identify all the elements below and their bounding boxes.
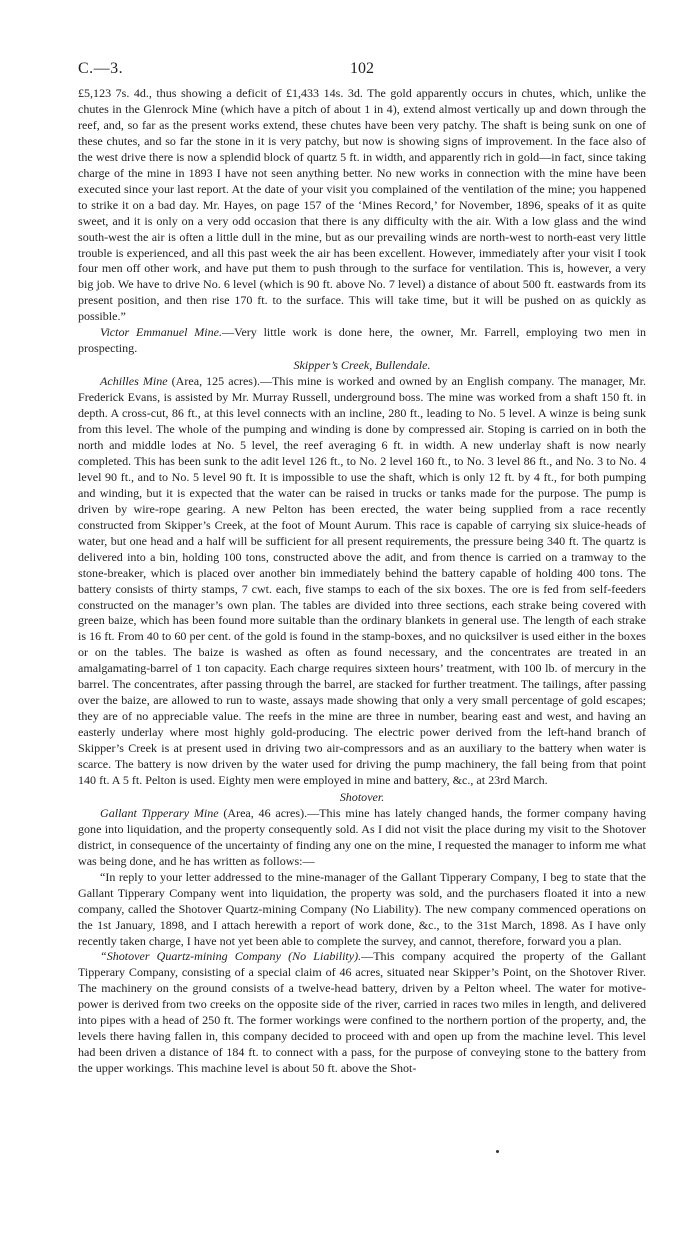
paragraph-text: £5,123 7s. 4d., thus showing a deficit of £1,433 14s. 3d. The gold apparently occurs in chutes, which, unlike the chutes in the Glenrock Mine (which have a pitch of about 1 in 4), extend almost vertically up and down through the reef, and, so far as the present works extend, these chutes have been very patchy. The shaft is being sunk on one of these chutes, and so far the stone in it is very patchy, but now is showing signs of improvement. In the face also of the west drive there is now a splendid block of quartz 5 ft. in width, and apparently rich in gold—in fact, since taking charge of the mine in 1893 I have not seen anything better. No new works in connection with the mine have been executed since your last report. At the date of your visit you complained of the ventilation of the mine; you happened to strike it on a bad day. Mr. Hayes, on page 157 of the ‘Mines Record,’ for November, 1896, speaks of it as quite sweet, and it is only on a very odd occasion that there is any difficulty with the air. With a low glass and the wind south-west the air is often a little dull in the mine, but as our prevailing winds are north-west to north-east very little trouble is experienced, and all this past week the air has been excellent. However, immediately after your visit I took four men off other work, and have put them to push through to the surface for ventilation. This is, however, a very big job. We have to drive No. 6 level (which is 90 ft. above No. 7 level) a distance of about 500 ft. eastwards from its present position, and then rise 170 ft. to the surface. This will take time, but it will be pushed on as quickly as possible.” [78, 86, 646, 324]
mine-name: Gallant Tipperary Mine [100, 805, 219, 820]
paragraph [78, 325, 646, 357]
paragraph-text: “In reply to your letter addressed to the mine-manager of the Gallant Tipperary Company, I beg to state that the Gallant Tipperary Company went into liquidation, the property was sold, and the purchasers floated it into a new company, called the Shotover Quartz-mining Company (No Liability). The new company commenced operations on the 1st January, 1898, and I attach herewith a report of work done, &c., to the 31st March, 1898. As I have only recently taken charge, I have not yet been able to complete the survey, and cannot, therefore, forward you a plan. [78, 869, 646, 948]
mine-name: Achilles Mine [100, 374, 168, 389]
paragraph [78, 86, 646, 325]
ink-speck [496, 1150, 499, 1153]
page-header [78, 60, 646, 80]
document-reference: C.—3. [78, 60, 124, 77]
section-heading: Skipper’s Creek, Bullendale. [293, 358, 431, 373]
paragraph [78, 806, 646, 870]
paragraph-text: —This company acquired the property of the Gallant Tipperary Company, consisting of a special claim of 46 acres, situated near Skipper’s Point, on the Shotover River. The machinery on the ground consists of a twelve-head battery, driven by a Pelton wheel. The water for motive-power is derived from two creeks on the opposite side of the river, carried in races two miles in length, and delivered into pipes with a head of 250 ft. The former workings were confined to the northern portion of the property, and, the levels there having fallen in, this company decided to proceed with and open up from the machine level. This level had been driven a distance of 184 ft. to connect with a pass, for the purpose of conveying stone to the battery from the upper workings. This machine level is about 50 ft. above the Shot- [78, 949, 646, 1076]
paragraph [78, 949, 646, 1077]
report-body [78, 86, 646, 1077]
mine-name: “Shotover Quartz-mining Company (No Liability). [100, 949, 362, 964]
paragraph-text: (Area, 125 acres).—This mine is worked and owned by an English company. The manager, Mr. Frederick Evans, is assisted by Mr. Murray Russell, underground boss. The mine was worked from a shaft 150 ft. in depth. A cross-cut, 86 ft., at this level connects with an incline, 280 ft., leading to No. 5 level. A winze is being sunk from this level. The whole of the pumping and winding is done by compressed air. Stoping is carried on in both the north and middle lodes at No. 5 level, the reef averaging 6 ft. in width. A new underlay shaft is now nearly completed. This has been sunk to the adit level 126 ft., to No. 2 level 160 ft., to No. 3 level 86 ft., and No. 3 to No. 4 level 90 ft., and to No. 5 level 90 ft. It is impossible to use the shaft, which is only 12 ft. by 4 ft., for both pumping and winding, but it is expected that the water can be raised in trucks or tanks made for the purpose. The pump is driven by wire-rope gearing. A new Pelton has been erected, the water being supplied from a race recently constructed from Skipper’s Creek, at the foot of Mount Aurum. This race is capable of carrying six sluice-heads of water, but one head and a half will be sufficient for all present requirements, the pressure being 340 ft. The quartz is delivered into a bin, holding 100 tons, constructed above the adit, and from thence is carried on a tramway to the stone-breaker, which is placed over another bin immediately behind the battery capable of holding 400 tons. The battery consists of thirty stamps, 7 cwt. each, five stamps to each of the six boxes. The ore is fed from self-feeders constructed on the manager’s own plan. The tables are divided into three sections, each strake being covered with green baize, which has been found more suitable than the ordinary blankets in general use. The length of each strake is 16 ft. From 40 to 60 per cent. of the gold is found in the stamp-boxes, and no quicksilver is used either in the boxes or on the tables. The baize is washed as often as found necessary, and the concentrates are treated in an amalgamating-barrel of 1 ton capacity. Each charge requires sixteen hours’ treatment, with 100 lb. of mercury in the barrel. The concentrates, after passing through the barrel, are stacked for further treatment. The tailings, after passing over the baize, are allowed to run to waste, assays made showing that only a very small percentage of gold escapes; they are of no appreciable value. The reefs in the mine are three in number, bearing east and west, and having an easterly underlay where most highly gold-producing. The electric power derived from the left-hand branch of Skipper’s Creek is at present used in driving two air-compressors and as an auxiliary to the battery when water is scarce. The battery is now driven by the water used for driving the pump machinery, the fall being from that point 140 ft. A 5 ft. Pelton is used. Eighty men were employed in mine and battery, &c., at 23rd March. [78, 374, 646, 787]
paragraph-text: —Very little work is done here, the owner, Mr. Farrell, employing two men in prospecting. [78, 325, 646, 356]
paragraph-text: (Area, 46 acres).—This mine has lately changed hands, the former company having gone into liquidation, and the property consequently sold. As I did not visit the place during my visit to the Shotover district, in consequence of the uncertainty of finding any one on the mine, I requested the manager to inform me what was being done, and he has written as follows:— [78, 805, 646, 868]
page-number: 102 [350, 60, 374, 77]
paragraph [78, 870, 646, 950]
paragraph [78, 374, 646, 789]
section-heading: Shotover. [339, 789, 385, 804]
mine-name: Victor Emmanuel Mine. [100, 325, 223, 340]
